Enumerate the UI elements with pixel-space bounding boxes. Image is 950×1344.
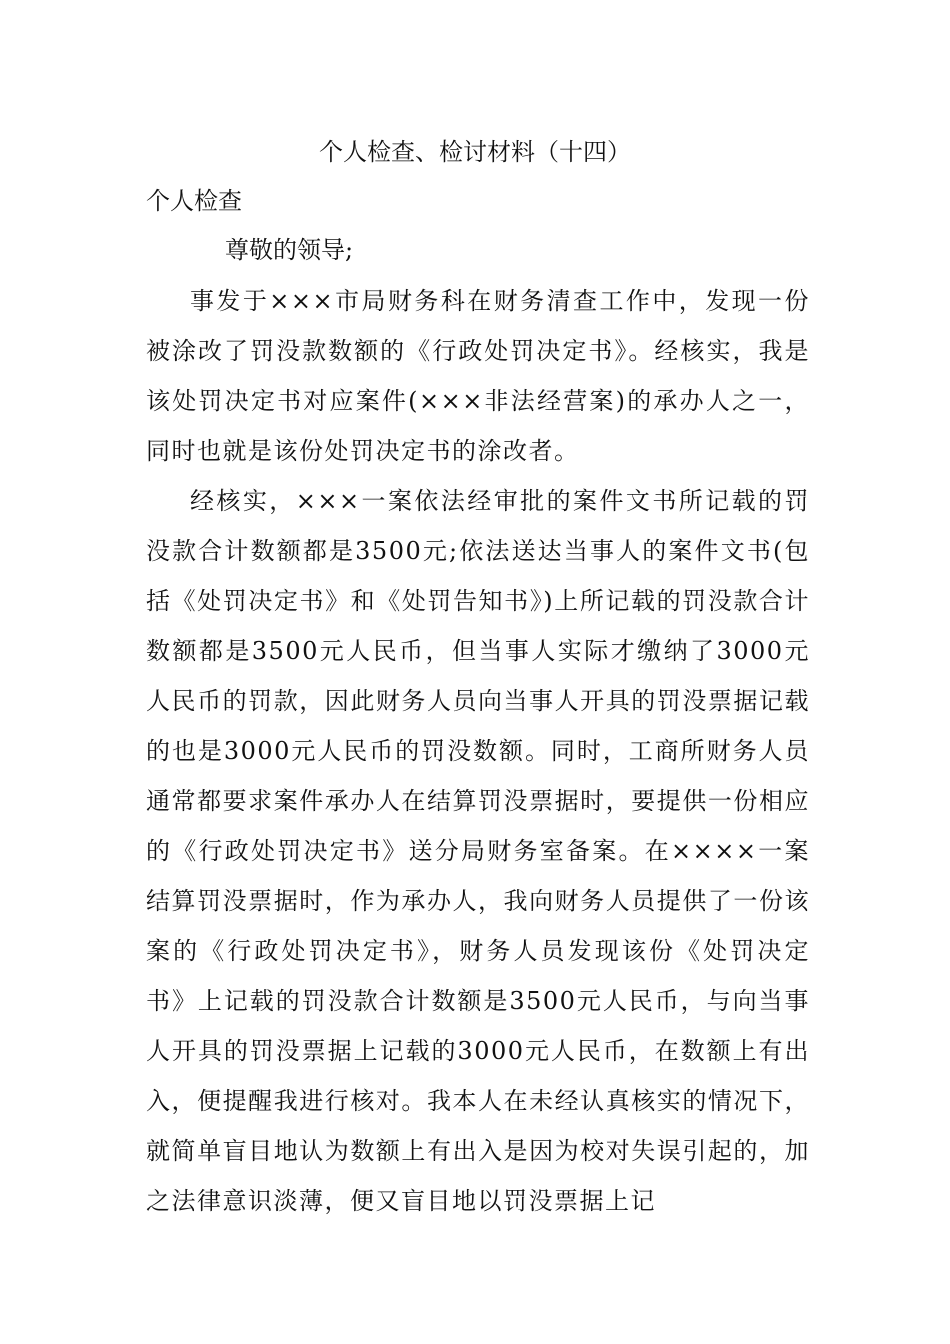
document-subtitle: 个人检查: [146, 187, 242, 215]
body-paragraph-2: 经核实，×××一案依法经审批的案件文书所记载的罚没款合计数额都是3500元;依法送达当事人的案件文书(包括《处罚决定书》和《处罚告知书》)上所记载的罚没款合计数额都是3500元人民币，但当事人实际才缴纳了3000元人民币的罚款，因此财务人员向当事人开具的罚没票据记载的也是3000元人民币的罚没数额。同时，工商所财务人员通常都要求案件承办人在结算罚没票据时，要提供一份相应的《行政处罚决定书》送分局财务室备案。在××××一案结算罚没票据时，作为承办人，我向财务人员提供了一份该案的《行政处罚决定书》，财务人员发现该份《处罚决定书》上记载的罚没款合计数额是3500元人民币，与向当事人开具的罚没票据上记载的3000元人民币，在数额上有出入，便提醒我进行核对。我本人在未经认真核实的情况下，就简单盲目地认为数额上有出入是因为校对失误引起的，加之法律意识淡薄，便又盲目地以罚没票据上记: [146, 487, 810, 1215]
body-paragraph-1: 事发于×××市局财务科在财务清查工作中，发现一份被涂改了罚没款数额的《行政处罚决定书》。经核实，我是该处罚决定书对应案件(×××非法经营案)的承办人之一，同时也就是该份处罚决定书的涂改者。: [146, 287, 810, 465]
salutation: 尊敬的领导;: [225, 236, 354, 264]
document-title: 个人检查、检讨材料（十四）: [319, 138, 631, 166]
